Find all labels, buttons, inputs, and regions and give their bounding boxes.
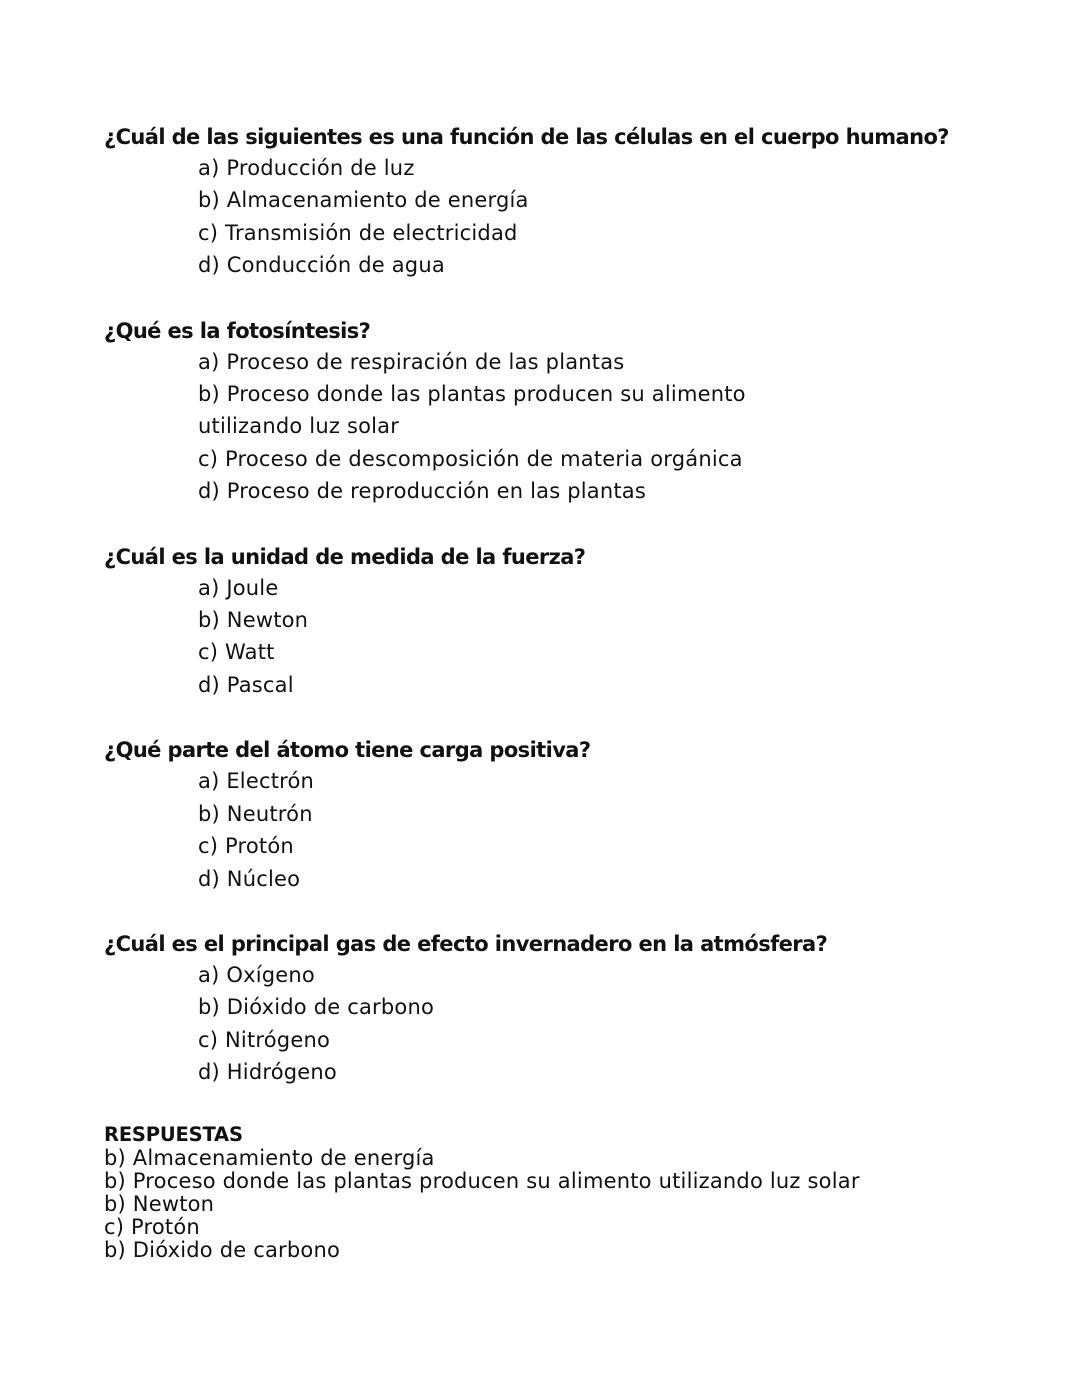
options-list	[198, 765, 1004, 895]
option-a: a) Proceso de respiración de las plantas	[198, 349, 625, 374]
option-a: a) Producción de luz	[198, 156, 415, 180]
option-a: a) Joule	[198, 575, 279, 600]
option-a: a) Electrón	[198, 769, 315, 794]
option-d: d) Conducción de agua	[198, 253, 445, 278]
option-d: d) Núcleo	[198, 866, 301, 891]
answer-item-2: b) Proceso donde las plantas producen su alimento utilizando luz solar	[104, 1168, 860, 1193]
option-b-continuation: utilizando luz solar	[198, 414, 400, 439]
options-list	[198, 152, 1004, 282]
option-d: d) Proceso de reproducción en las plantas	[198, 479, 647, 504]
answer-item-4: c) Protón	[104, 1214, 200, 1239]
answer-item-1: b) Almacenamiento de energía	[104, 1145, 435, 1170]
option-d: d) Pascal	[198, 672, 294, 697]
question-5	[104, 929, 1004, 1089]
document-page	[104, 122, 1004, 1262]
answer-item-3: b) Newton	[104, 1191, 215, 1216]
option-c: c) Watt	[198, 640, 275, 665]
answer-item-5: b) Dióxido de carbono	[104, 1237, 341, 1262]
answers-title: RESPUESTAS	[104, 1122, 243, 1146]
option-c: c) Nitrógeno	[198, 1027, 331, 1052]
options-list	[198, 346, 1004, 508]
option-a: a) Oxígeno	[198, 962, 315, 987]
question-text: ¿Cuál es la unidad de medida de la fuerza?	[104, 544, 586, 569]
answers-section	[104, 1123, 1004, 1262]
question-3	[104, 542, 1004, 702]
question-text: ¿Qué es la fotosíntesis?	[104, 318, 371, 343]
option-c: c) Protón	[198, 834, 294, 859]
question-text: ¿Qué parte del átomo tiene carga positiva?	[104, 738, 591, 763]
option-b: b) Neutrón	[198, 801, 313, 826]
option-b: b) Newton	[198, 608, 309, 633]
question-1	[104, 122, 1004, 282]
option-b: b) Almacenamiento de energía	[198, 188, 529, 213]
option-c: c) Transmisión de electricidad	[198, 220, 518, 245]
question-text: ¿Cuál es el principal gas de efecto invernadero en la atmósfera?	[104, 931, 828, 956]
option-b: b) Dióxido de carbono	[198, 995, 435, 1020]
question-4	[104, 735, 1004, 895]
options-list	[198, 572, 1004, 702]
question-text: ¿Cuál de las siguientes es una función de las células en el cuerpo humano?	[104, 125, 949, 149]
option-d: d) Hidrógeno	[198, 1060, 337, 1085]
option-c: c) Proceso de descomposición de materia orgánica	[198, 446, 743, 471]
question-2	[104, 316, 1004, 508]
option-b: b) Proceso donde las plantas producen su alimento	[198, 382, 746, 407]
options-list	[198, 959, 1004, 1089]
